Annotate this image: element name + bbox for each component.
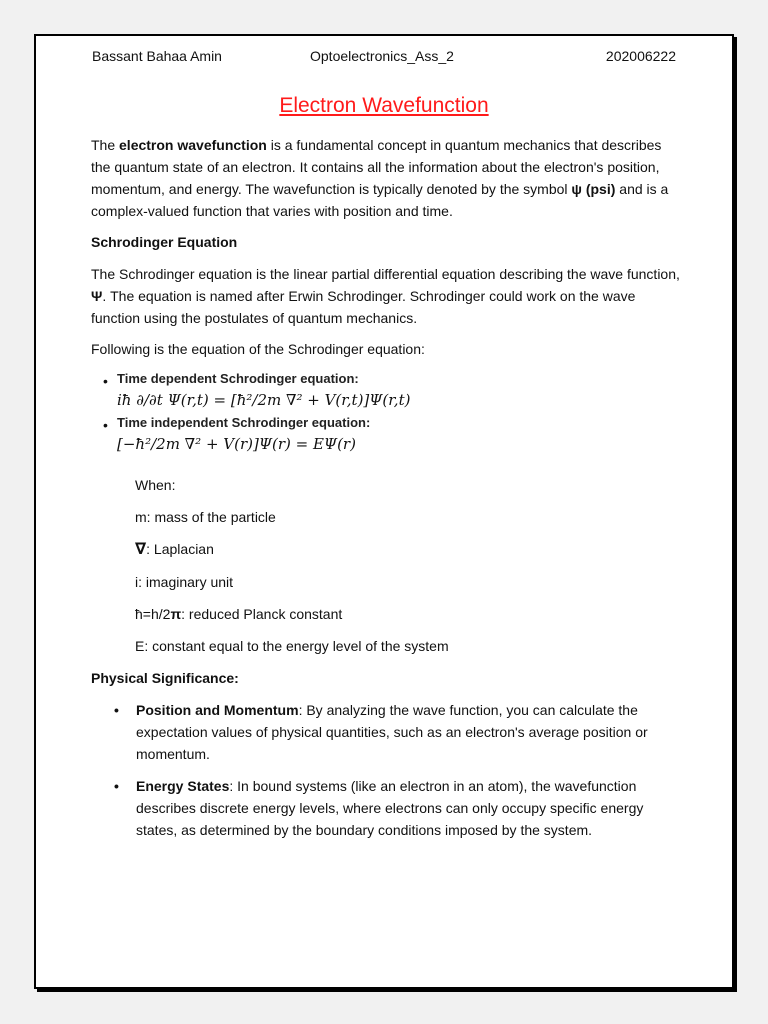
significance-heading: Physical Significance: <box>91 670 239 686</box>
def-laplacian: ∇: Laplacian <box>135 541 214 558</box>
item-label: Position and Momentum <box>136 702 299 718</box>
def-mass: m: mass of the particle <box>135 509 276 525</box>
document-page <box>34 34 734 989</box>
schrodinger-heading: Schrodinger Equation <box>91 234 238 250</box>
when-label: When: <box>135 477 176 493</box>
intro-bold-term: electron wavefunction <box>119 137 267 153</box>
document-body <box>91 134 680 851</box>
psi-symbol: ψ (psi) <box>571 181 616 197</box>
list-item <box>117 414 680 456</box>
def-imaginary: i: imaginary unit <box>135 574 234 590</box>
page-title: Electron Wavefunction <box>279 94 489 117</box>
def-energy: E: constant equal to the energy level of the system <box>135 638 449 654</box>
significance-list <box>91 699 680 841</box>
list-item <box>117 370 680 412</box>
equation-list <box>117 370 680 456</box>
definitions <box>135 474 680 657</box>
header-student-id: 202006222 <box>605 48 676 64</box>
intro-paragraph: The electron wavefunction is a fundamental concept in quantum mechanics that describes the quantum state of an electron. It contains all the information about the electron's position, momentum, and energy. The wavefunction is typically denoted by the symbol ψ (psi) and is a complex-valued function that varies with position and time. <box>91 137 669 219</box>
list-item: • Position and Momentum: By analyzing the wave function, you can calculate the expectation values of physical quantities, such as an electron's average position or momentum. <box>136 699 680 765</box>
schrodinger-paragraph: The Schrodinger equation is the linear partial differential equation describing the wave function, Ψ. The equation is named after Erwin Schrodinger. Schrodinger could work on the wave function using the postulates of quantum mechanics. <box>91 266 680 326</box>
capital-psi-symbol: Ψ <box>91 288 103 304</box>
list-item: • Energy States: In bound systems (like an electron in an atom), the wavefunction describes discrete energy levels, where electrons can only occupy specific energy states, as determined by the boundary conditions imposed by the system. <box>136 775 680 841</box>
nabla-symbol: ∇ <box>135 541 147 558</box>
equation-title: • Time independent Schrodinger equation: <box>117 415 371 430</box>
item-label: Energy States <box>136 778 230 794</box>
header-author: Bassant Bahaa Amin <box>92 48 222 64</box>
page-header <box>92 48 676 64</box>
equation-intro: Following is the equation of the Schrodinger equation: <box>91 341 425 357</box>
equation-title: • Time dependent Schrodinger equation: <box>117 371 359 386</box>
time-dependent-equation: iħ ∂/∂t Ψ(r,t) = [ħ²/2m ∇² + V(r,t)]Ψ(r,t) <box>117 391 411 409</box>
def-hbar: ħ=h/2π: reduced Planck constant <box>135 606 343 622</box>
time-independent-equation: [−ħ²/2m ∇² + V(r)]Ψ(r) = EΨ(r) <box>117 435 356 453</box>
header-course: Optoelectronics_Ass_2 <box>310 48 454 64</box>
